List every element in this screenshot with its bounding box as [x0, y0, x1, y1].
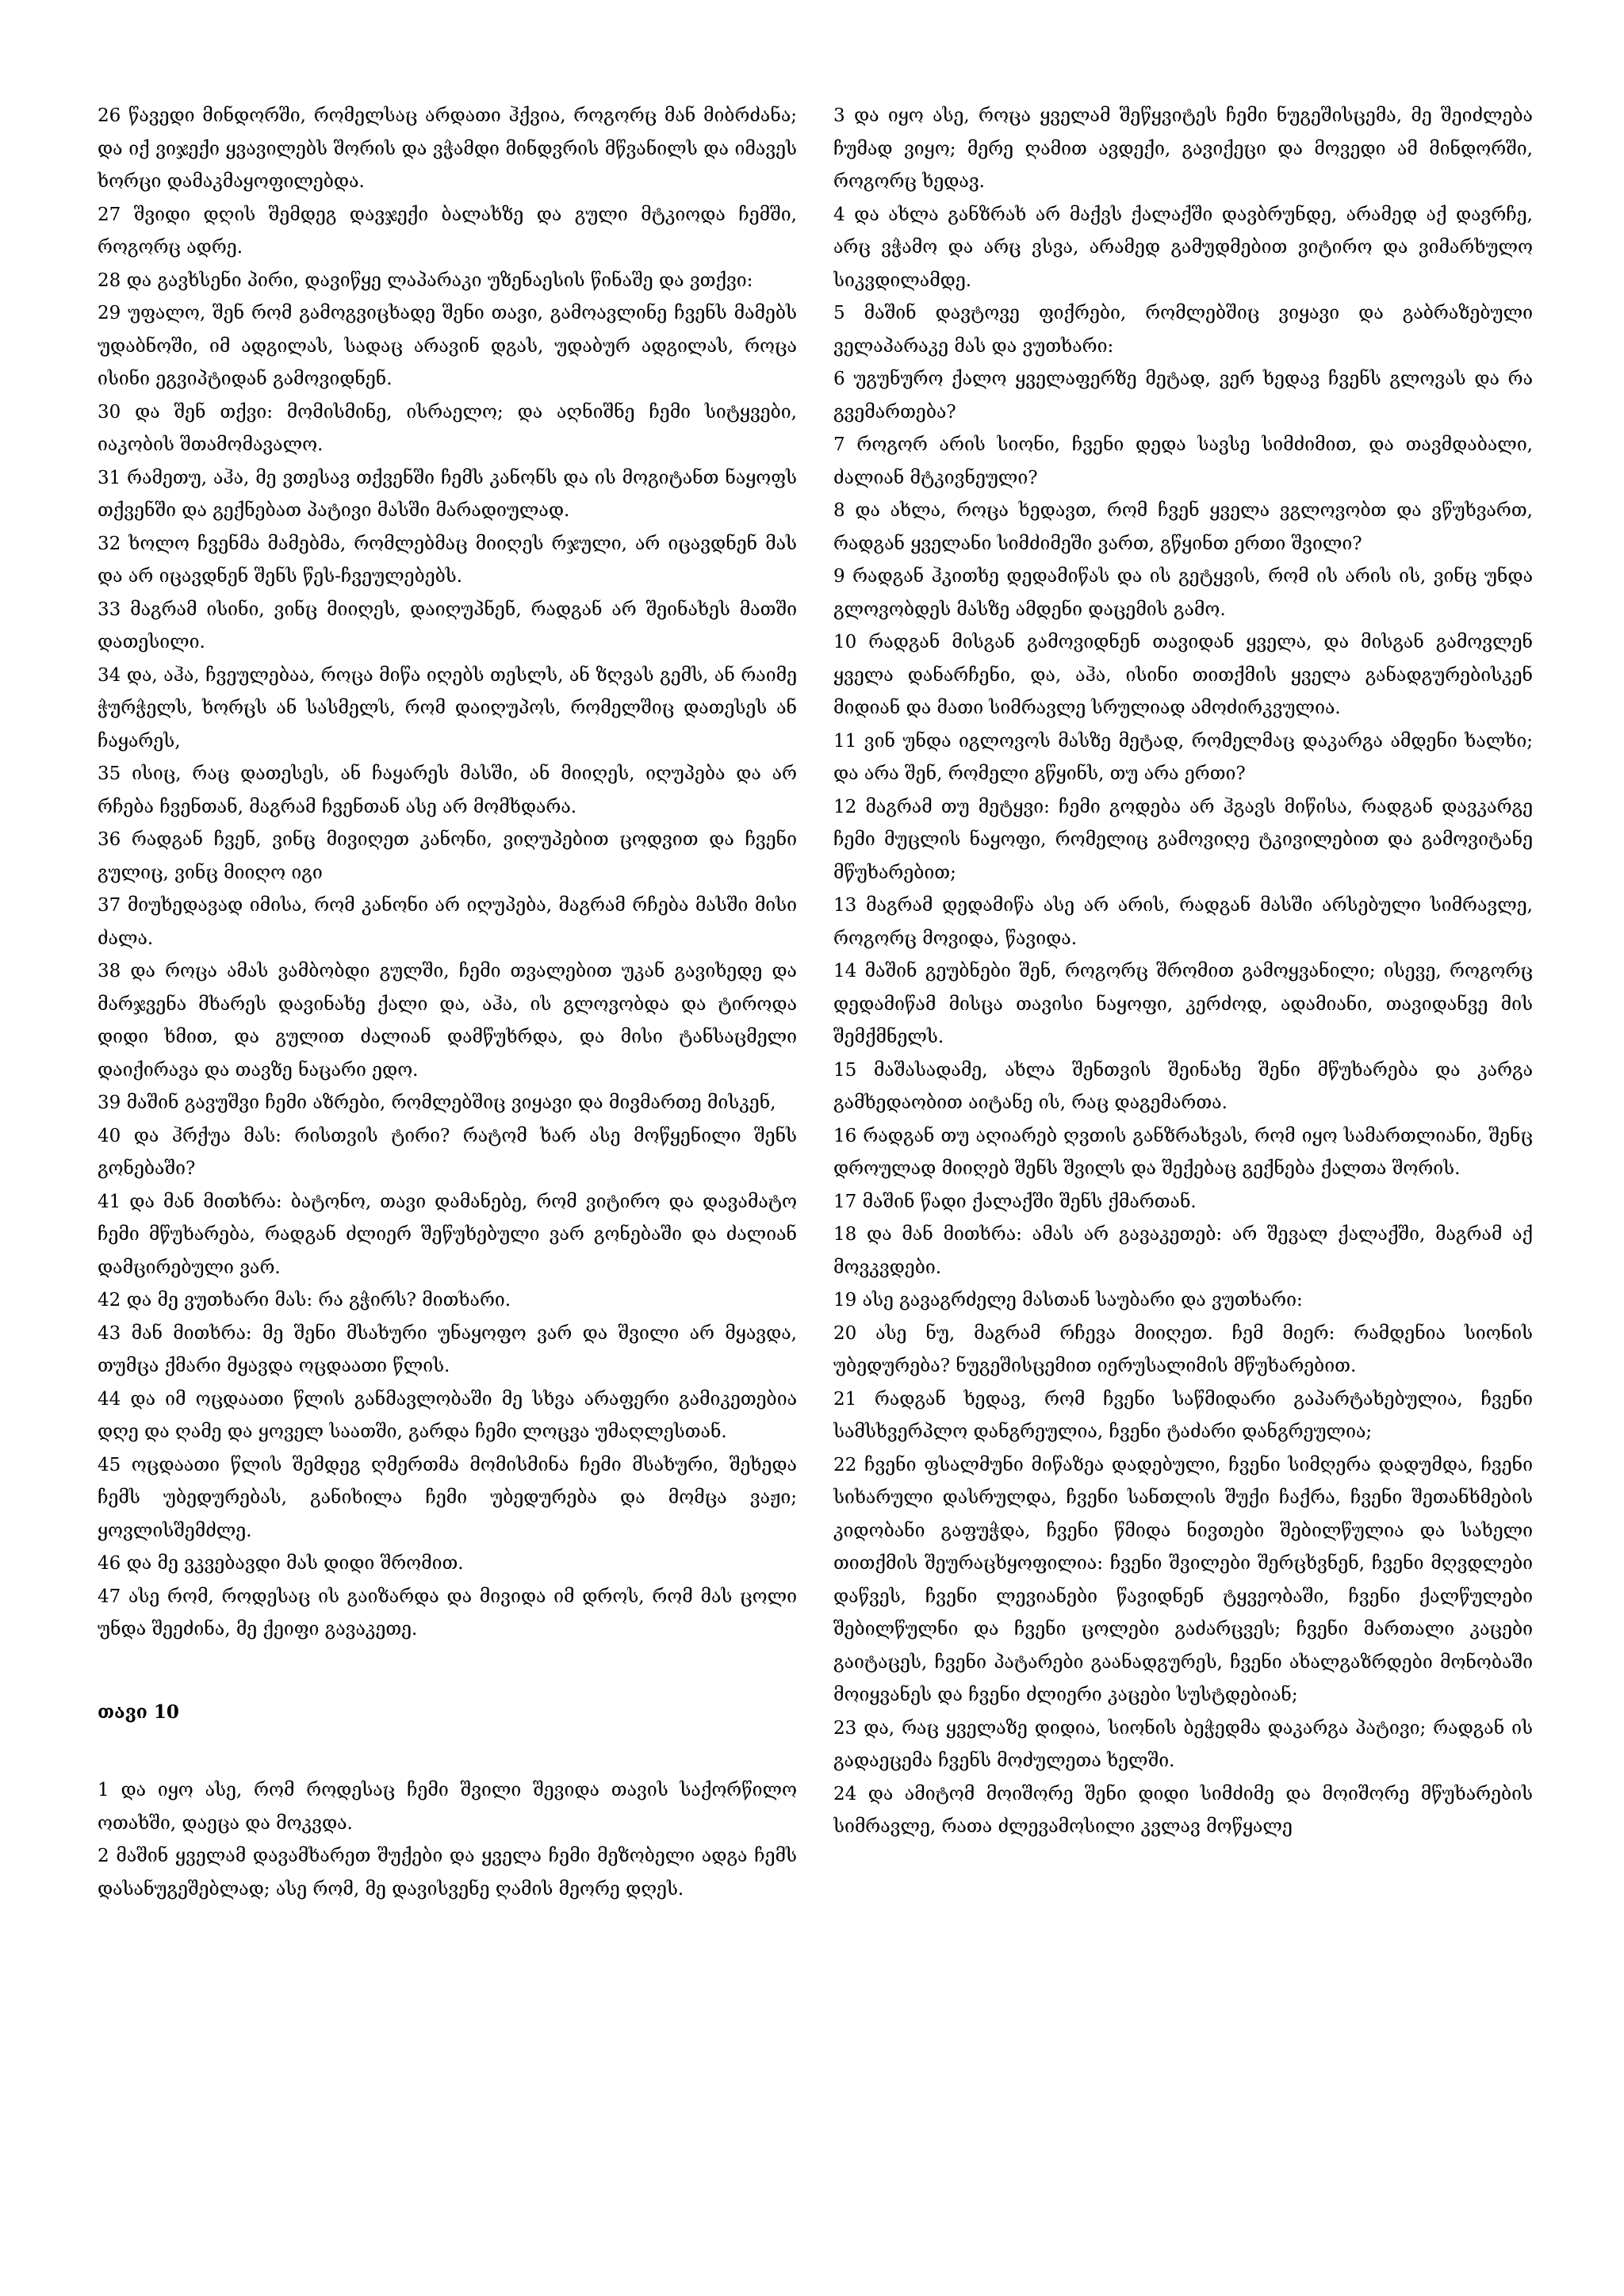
verse: 6 უგუნურო ქალო ყველაფერზე მეტად, ვერ ხედავ ჩვენს გლოვას და რა გვემართება? — [833, 369, 1533, 423]
document-page — [98, 100, 1533, 2256]
verse: 3 და იყო ასე, როცა ყველამ შეწყვიტეს ჩემი ნუგეშისცემა, მე შეიძლება ჩუმად ვიყო; მერე ღამით ავდექი, გავიქეცი და მოვედი ამ მინდორში, როგორც ხედავ. — [833, 105, 1533, 192]
verse: 26 წავედი მინდორში, რომელსაც არდათი ჰქვია, როგორც მან მიბრძანა; და იქ ვიჯექი ყვავილებს შორის და ვჭამდი მინდვრის მწვანილს და იმავეს ხორცი დამაკმაყოფილებდა. — [98, 105, 797, 192]
verse: 45 ოცდაათი წლის შემდეგ ღმერთმა მომისმინა ჩემი მსახური, შეხედა ჩემს უბედურებას, განიხილა ჩემი უბედურება და მომცა ვაჟი; ყოვლისშემძლე. — [98, 1454, 797, 1541]
verse: 15 მაშასადამე, ახლა შენთვის შეინახე შენი მწუხარება და კარგა გამხედაობით აიტანე ის, რაც დაგემართა. — [833, 1059, 1533, 1113]
verse: 20 ასე ნუ, მაგრამ რჩევა მიიღეთ. ჩემ მიერ: რამდენია სიონის უბედურება? ნუგეშისცემით იერუსალიმის მწუხარებით. — [833, 1322, 1533, 1376]
verse: 1 და იყო ასე, რომ როდესაც ჩემი შვილი შევიდა თავის საქორწილო ოთახში, დაეცა და მოკვდა. — [98, 1780, 797, 1834]
verse: 47 ასე რომ, როდესაც ის გაიზარდა და მივიდა იმ დროს, რომ მას ცოლი უნდა შეეძინა, მე ქეიფი გავაკეთე. — [98, 1586, 797, 1640]
verse: 43 მან მითხრა: მე შენი მსახური უნაყოფო ვარ და შვილი არ მყავდა, თუმცა ქმარი მყავდა ოცდაათი წლის. — [98, 1322, 797, 1376]
verse: 12 მაგრამ თუ მეტყვი: ჩემი გოდება არ ჰგავს მიწისა, რადგან დავკარგე ჩემი მუცლის ნაყოფი, რომელიც გამოვიღე ტკივილებით და გამოვიტანე მწუხარებით; — [833, 796, 1533, 883]
verse: 4 და ახლა განზრახ არ მაქვს ქალაქში დავბრუნდე, არამედ აქ დავრჩე, არც ვჭამო და არც ვსვა, არამედ გამუდმებით ვიტირო და ვიმარხულო სიკვდილამდე. — [833, 204, 1533, 291]
verse: 13 მაგრამ დედამიწა ასე არ არის, რადგან მასში არსებული სიმრავლე, როგორც მოვიდა, წავიდა. — [833, 895, 1533, 949]
chapter-heading: თავი 10 — [98, 1701, 179, 1723]
verse: 17 მაშინ წადი ქალაქში შენს ქმართან. — [833, 1191, 1197, 1212]
verse: 11 ვინ უნდა იგლოვოს მასზე მეტად, რომელმაც დაკარგა ამდენი ხალხი; და არა შენ, რომელი გწყინს, თუ არა ერთი? — [833, 730, 1533, 784]
verse: 32 ხოლო ჩვენმა მამებმა, რომლებმაც მიიღეს რჯული, არ იცავდნენ მას და არ იცავდნენ შენს წეს-ჩვეულებებს. — [98, 533, 797, 587]
verse: 2 მაშინ ყველამ დავამხარეთ შუქები და ყველა ჩემი მეზობელი ადგა ჩემს დასანუგეშებლად; ასე რომ, მე დავისვენე ღამის მეორე დღეს. — [98, 1846, 797, 1900]
verse: 34 და, აჰა, ჩვეულებაა, როცა მიწა იღებს თესლს, ან ზღვას გემს, ან რაიმე ჭურჭელს, ხორცს ან სასმელს, რომ დაიღუპოს, რომელშიც დათესეს ან ჩაყარეს, — [98, 664, 797, 752]
verse: 39 მაშინ გავუშვი ჩემი აზრები, რომლებშიც ვიყავი და მივმართე მისკენ, — [98, 1093, 776, 1113]
verse: 37 მიუხედავად იმისა, რომ კანონი არ იღუპება, მაგრამ რჩება მასში მისი ძალა. — [98, 895, 797, 949]
verse: 29 უფალო, შენ რომ გამოგვიცხადე შენი თავი, გამოავლინე ჩვენს მამებს უდაბნოში, იმ ადგილას, სადაც არავინ დგას, უდაბურ ადგილას, როცა ისინი ეგვიპტიდან გამოვიდნენ. — [98, 303, 797, 389]
verse: 27 შვიდი დღის შემდეგ დავჯექი ბალახზე და გული მტკიოდა ჩემში, როგორც ადრე. — [98, 204, 797, 258]
left-column — [98, 100, 797, 2256]
verse: 44 და იმ ოცდაათი წლის განმავლობაში მე სხვა არაფერი გამიკეთებია დღე და ღამე და ყოველ საათში, გარდა ჩემი ლოცვა უმაღლესთან. — [98, 1388, 797, 1442]
verse: 23 და, რაც ყველაზე დიდია, სიონის ბეჭედმა დაკარგა პატივი; რადგან ის გადაეცემა ჩვენს მოძულეთა ხელში. — [833, 1717, 1533, 1771]
verse: 46 და მე ვკვებავდი მას დიდი შრომით. — [98, 1553, 464, 1574]
verse: 21 რადგან ხედავ, რომ ჩვენი საწმიდარი გაპარტახებულია, ჩვენი სამსხვერპლო დანგრეულია, ჩვენი ტაძარი დანგრეულია; — [833, 1388, 1533, 1442]
verse: 30 და შენ თქვი: მომისმინე, ისრაელო; და აღნიშნე ჩემი სიტყვები, იაკობის შთამომავალო. — [98, 401, 797, 455]
verse: 9 რადგან ჰკითხე დედამიწას და ის გეტყვის, რომ ის არის ის, ვინც უნდა გლოვობდეს მასზე ამდენი დაცემის გამო. — [833, 566, 1533, 620]
right-column — [833, 100, 1533, 2256]
verse: 14 მაშინ გეუბნები შენ, როგორც შრომით გამოყვანილი; ისევე, როგორც დედამიწამ მისცა თავისი ნაყოფი, კერძოდ, ადამიანი, თავიდანვე მის შემქმნელს. — [833, 961, 1533, 1047]
verse: 31 რამეთუ, აჰა, მე ვთესავ თქვენში ჩემს კანონს და ის მოგიტანთ ნაყოფს თქვენში და გექნებათ პატივი მასში მარადიულად. — [98, 467, 797, 521]
verse: 10 რადგან მისგან გამოვიდნენ თავიდან ყველა, და მისგან გამოვლენ ყველა დანარჩენი, და, აჰა, ისინი თითქმის ყველა განადგურებისკენ მიდიან და მათი სიმრავლე სრულიად ამოძირკვულია. — [833, 632, 1533, 718]
verse: 33 მაგრამ ისინი, ვინც მიიღეს, დაიღუპნენ, რადგან არ შეინახეს მათში დათესილი. — [98, 599, 797, 652]
verse: 18 და მან მითხრა: ამას არ გავაკეთებ: არ შევალ ქალაქში, მაგრამ აქ მოვკვდები. — [833, 1224, 1533, 1278]
verse: 28 და გავხსენი პირი, დავიწყე ლაპარაკი უზენაესის წინაშე და ვთქვი: — [98, 270, 753, 291]
verse: 22 ჩვენი ფსალმუნი მიწაზეა დადებული, ჩვენი სიმღერა დადუმდა, ჩვენი სიხარული დასრულდა, ჩვენი სანთლის შუქი ჩაქრა, ჩვენი შეთანხმების კიდობანი გაფუჭდა, ჩვენი წმიდა ნივთები შებილწულია და სახელი თითქმის შეურაცხყოფილია: ჩვენი შვილები შერცხვნენ, ჩვენი მღვდლები დაწვეს, ჩვენი ლევიანები წავიდნენ ტყვეობაში, ჩვენი ქალწულები შებილწულნი და ჩვენი ცოლები გაძარცვეს; ჩვენი მართალი კაცები გაიტაცეს, ჩვენი პატარები გაანადგურეს, ჩვენი ახალგაზრდები მონობაში მოიყვანეს და ჩვენი ძლიერი კაცები სუსტდებიან; — [833, 1454, 1533, 1705]
verse: 5 მაშინ დავტოვე ფიქრები, რომლებშიც ვიყავი და გაბრაზებული ველაპარაკე მას და ვუთხარი: — [833, 303, 1533, 357]
verse: 40 და ჰრქუა მას: რისთვის ტირი? რატომ ხარ ასე მოწყენილი შენს გონებაში? — [98, 1125, 797, 1179]
verse: 35 ისიც, რაც დათესეს, ან ჩაყარეს მასში, ან მიიღეს, იღუპება და არ რჩება ჩვენთან, მაგრამ ჩვენთან ასე არ მომხდარა. — [98, 763, 797, 817]
verse: 24 და ამიტომ მოიშორე შენი დიდი სიმძიმე და მოიშორე მწუხარების სიმრავლე, რათა ძლევამოსილი კვლავ მოწყალე — [833, 1783, 1533, 1837]
verse: 38 და როცა ამას ვამბობდი გულში, ჩემი თვალებით უკან გავიხედე და მარჯვენა მხარეს დავინახე ქალი და, აჰა, ის გლოვობდა და ტიროდა დიდი ხმით, და გულით ძალიან დამწუხრდა, და მისი ტანსაცმელი დაიქირავა და თავზე ნაცარი ედო. — [98, 961, 797, 1081]
verse: 19 ასე გავაგრძელე მასთან საუბარი და ვუთხარი: — [833, 1290, 1303, 1311]
verse: 42 და მე ვუთხარი მას: რა გჭირს? მითხარი. — [98, 1290, 511, 1311]
verse: 36 რადგან ჩვენ, ვინც მივიღეთ კანონი, ვიღუპებით ცოდვით და ჩვენი გულიც, ვინც მიიღო იგი — [98, 829, 797, 883]
verse: 7 როგორ არის სიონი, ჩვენი დედა სავსე სიმძიმით, და თავმდაბალი, ძალიან მტკივნეული? — [833, 434, 1533, 488]
verse: 8 და ახლა, როცა ხედავთ, რომ ჩვენ ყველა ვგლოვობთ და ვწუხვართ, რადგან ყველანი სიმძიმეში ვართ, გწყინთ ერთი შვილი? — [833, 500, 1533, 554]
verse: 16 რადგან თუ აღიარებ ღვთის განზრახვას, რომ იყო სამართლიანი, შენც დროულად მიიღებ შენს შვილს და შექებაც გექნება ქალთა შორის. — [833, 1125, 1533, 1179]
verse: 41 და მან მითხრა: ბატონო, თავი დამანებე, რომ ვიტირო და დავამატო ჩემი მწუხარება, რადგან ძლიერ შეწუხებული ვარ გონებაში და ძალიან დამცირებული ვარ. — [98, 1191, 797, 1278]
